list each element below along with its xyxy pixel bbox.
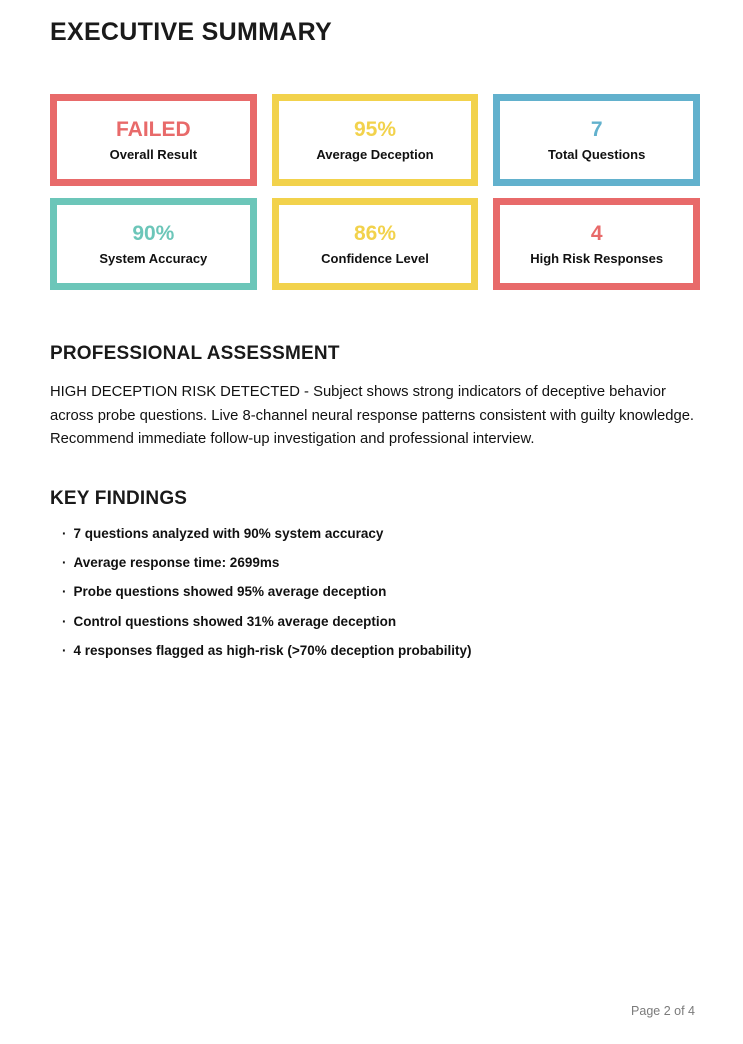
stat-card-confidence-level (272, 198, 479, 290)
stat-card-label: Overall Result (109, 147, 198, 162)
page-title: EXECUTIVE SUMMARY (50, 18, 332, 46)
stat-card-label: Average Deception (316, 147, 434, 162)
key-finding-item: · 4 responses flagged as high-risk (>70% deception probability) (62, 644, 697, 658)
key-finding-item: · Average response time: 2699ms (62, 556, 697, 570)
stat-card-total-questions (493, 94, 700, 186)
key-findings-section (50, 488, 697, 658)
key-finding-item: · Control questions showed 31% average deception (62, 615, 697, 629)
stat-card-value: 90% (132, 222, 175, 245)
stat-card-value: 95% (353, 118, 396, 141)
stat-card-value: FAILED (115, 118, 191, 141)
key-finding-item: · 7 questions analyzed with 90% system accuracy (62, 527, 697, 541)
professional-assessment-body: HIGH DECEPTION RISK DETECTED - Subject shows strong indicators of deceptive behavior across probe questions. Live 8-channel neural response patterns consistent with guilty knowledge. Recommend immediate follow-up investigation and professional interview. (50, 384, 695, 448)
stat-card-label: System Accuracy (99, 251, 208, 266)
page-number: Page 2 of 4 (631, 1004, 695, 1018)
key-findings-list (50, 527, 697, 658)
stat-card-system-accuracy (50, 198, 257, 290)
stat-card-value: 7 (590, 118, 603, 141)
stat-card-label: Confidence Level (321, 251, 429, 266)
stat-card-label: High Risk Responses (530, 251, 664, 266)
summary-stats-grid (50, 94, 700, 290)
stat-card-value: 86% (353, 222, 396, 245)
key-findings-heading: KEY FINDINGS (50, 488, 188, 510)
stat-card-overall-result (50, 94, 257, 186)
key-finding-item: · Probe questions showed 95% average deception (62, 585, 697, 599)
stat-card-value: 4 (590, 222, 603, 245)
professional-assessment-section (50, 343, 697, 452)
stat-card-high-risk-responses (493, 198, 700, 290)
stat-card-average-deception (272, 94, 479, 186)
professional-assessment-heading: PROFESSIONAL ASSESSMENT (50, 343, 340, 364)
stat-card-label: Total Questions (548, 147, 646, 162)
